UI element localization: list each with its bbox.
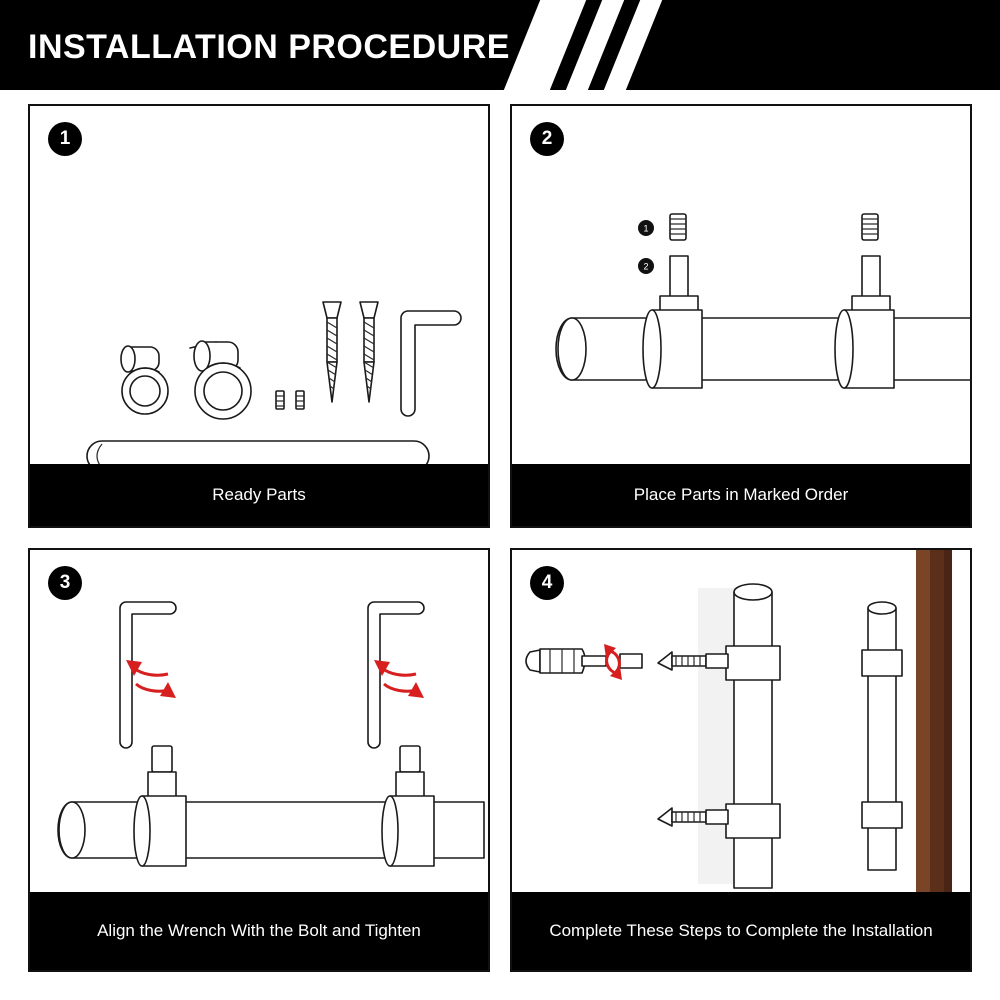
step-caption-2: Place Parts in Marked Order xyxy=(512,464,970,526)
bolt-stud-icon xyxy=(396,746,424,802)
bolt-stud-icon xyxy=(862,214,878,240)
wood-screw-icon xyxy=(323,302,341,402)
step-art-2 xyxy=(512,106,970,464)
rotation-arrow-icon xyxy=(374,660,424,698)
hex-allen-wrench-icon xyxy=(401,311,461,416)
rotation-arrow-icon xyxy=(126,660,176,698)
wood-screw-icon xyxy=(658,652,728,670)
step-art-1 xyxy=(30,106,488,464)
wood-screw-icon xyxy=(360,302,378,402)
step-card-4 xyxy=(510,548,972,972)
step-caption-3: Align the Wrench With the Bolt and Tighten xyxy=(30,892,488,970)
step-art-4 xyxy=(512,550,970,892)
page-title: INSTALLATION PROCEDURE xyxy=(28,28,510,66)
set-screw-small-icon xyxy=(276,391,284,409)
step-number-badge-2: 2 xyxy=(530,122,564,156)
step-card-2 xyxy=(510,104,972,528)
ring-collar-icon xyxy=(660,256,698,318)
step-number-badge-1: 1 xyxy=(48,122,82,156)
set-screw-small-icon xyxy=(296,391,304,409)
step-number-badge-3: 3 xyxy=(48,566,82,600)
ring-flange-small-icon xyxy=(121,346,168,414)
steps-grid xyxy=(28,104,972,980)
handle-bar-tube-icon xyxy=(556,310,970,388)
bolt-stud-icon xyxy=(148,746,176,802)
ring-flange-large-icon xyxy=(190,341,251,419)
bolt-stud-icon xyxy=(670,214,686,240)
step-card-3 xyxy=(28,548,490,972)
wood-door-frame-icon xyxy=(916,550,952,892)
handle-bar-tube-icon xyxy=(58,796,484,866)
step-art-3 xyxy=(30,550,488,892)
svg-text:1: 1 xyxy=(643,223,649,234)
header-bar xyxy=(0,0,1000,90)
svg-text:2: 2 xyxy=(643,261,649,272)
marker-2-icon xyxy=(638,258,654,274)
ring-collar-icon xyxy=(852,256,890,318)
step-caption-1: Ready Parts xyxy=(30,464,488,526)
step-caption-4: Complete These Steps to Complete the Installation xyxy=(512,892,970,970)
wood-screw-icon xyxy=(658,808,728,826)
screwdriver-icon xyxy=(526,649,642,673)
handle-bar-tube-icon xyxy=(862,602,902,870)
rotation-arrow-icon xyxy=(604,644,622,680)
step-number-badge-4: 4 xyxy=(530,566,564,600)
handle-bar-tube-icon xyxy=(726,584,780,888)
step-card-1 xyxy=(28,104,490,528)
marker-1-icon xyxy=(638,220,654,236)
handle-bar-tube-icon xyxy=(87,441,429,464)
